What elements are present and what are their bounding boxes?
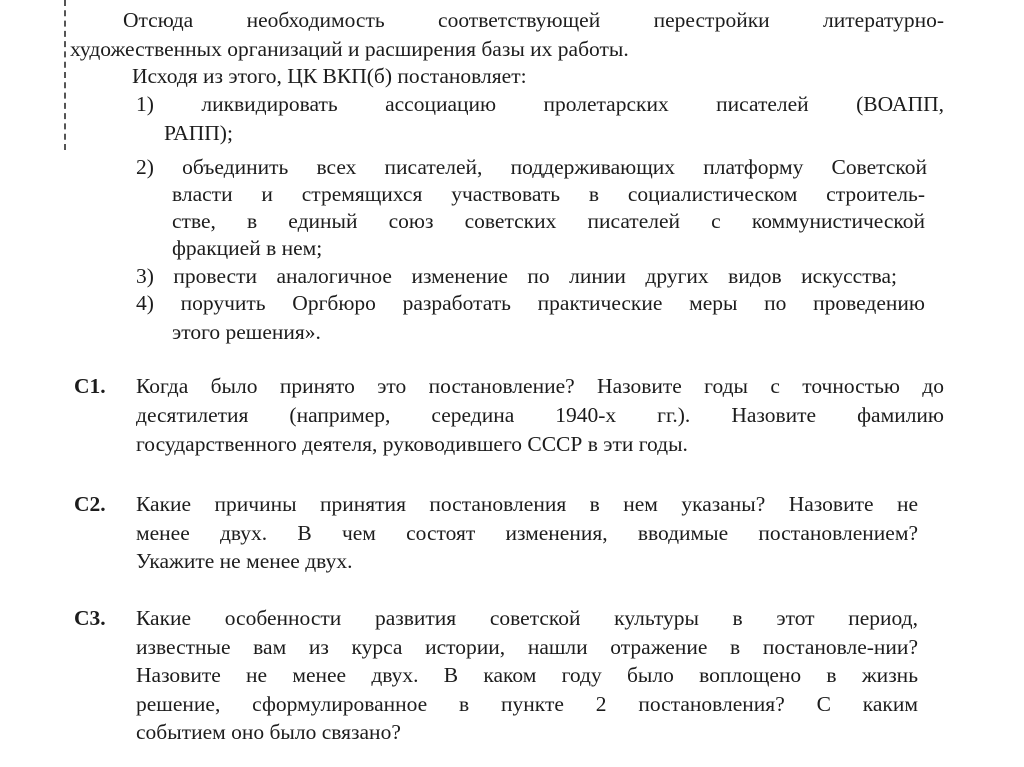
question-c2-line-2: менее двух. В чем состоят изменения, вводимые постановлением? (136, 521, 918, 545)
margin-dashed-line (64, 0, 66, 150)
question-c1-label: С1. (74, 374, 106, 398)
question-c3-label: С3. (74, 606, 106, 630)
question-c2-label: С2. (74, 492, 106, 516)
decree-intro-line-2: художественных организаций и расширения базы их работы. (70, 37, 629, 61)
question-c1-line-2: десятилетия (например, середина 1940-х гг.). Назовите фамилию (136, 403, 944, 427)
question-c1-line-3: государственного деятеля, руководившего СССР в эти годы. (136, 432, 688, 456)
decree-item-3-line-1: 3) провести аналогичное изменение по линии других видов искусства; (136, 264, 897, 288)
decree-resolves-line: Исходя из этого, ЦК ВКП(б) постановляет: (132, 64, 527, 88)
question-c3-line-1: Какие особенности развития советской культуры в этот период, (136, 606, 918, 630)
decree-item-2-line-3: стве, в единый союз советских писателей с коммунистической (172, 209, 925, 233)
question-c3-line-3: Назовите не менее двух. В каком году было воплощено в жизнь (136, 663, 918, 687)
decree-intro-line-1: Отсюда необходимость соответствующей перестройки литературно- (123, 8, 944, 32)
question-c1-line-1: Когда было принято это постановление? Назовите годы с точностью до (136, 374, 944, 398)
decree-item-1-line-2: РАПП); (164, 121, 233, 145)
question-c3-line-2: известные вам из курса истории, нашли отражение в постановле-нии? (136, 635, 918, 659)
decree-item-2-line-2: власти и стремящихся участвовать в социалистическом строитель- (172, 182, 925, 206)
question-c3-line-5: событием оно было связано? (136, 720, 401, 744)
decree-item-4-line-1: 4) поручить Оргбюро разработать практические меры по проведению (136, 291, 925, 315)
decree-item-2-line-1: 2) объединить всех писателей, поддерживающих платформу Советской (136, 155, 927, 179)
decree-item-2-line-4: фракцией в нем; (172, 236, 323, 260)
decree-item-1-line-1: 1) ликвидировать ассоциацию пролетарских писателей (ВОАПП, (136, 92, 944, 116)
question-c3-line-4: решение, сформулированное в пункте 2 постановления? С каким (136, 692, 918, 716)
question-c2-line-1: Какие причины принятия постановления в нем указаны? Назовите не (136, 492, 918, 516)
question-c2-line-3: Укажите не менее двух. (136, 549, 353, 573)
decree-item-4-line-2: этого решения». (172, 320, 321, 344)
